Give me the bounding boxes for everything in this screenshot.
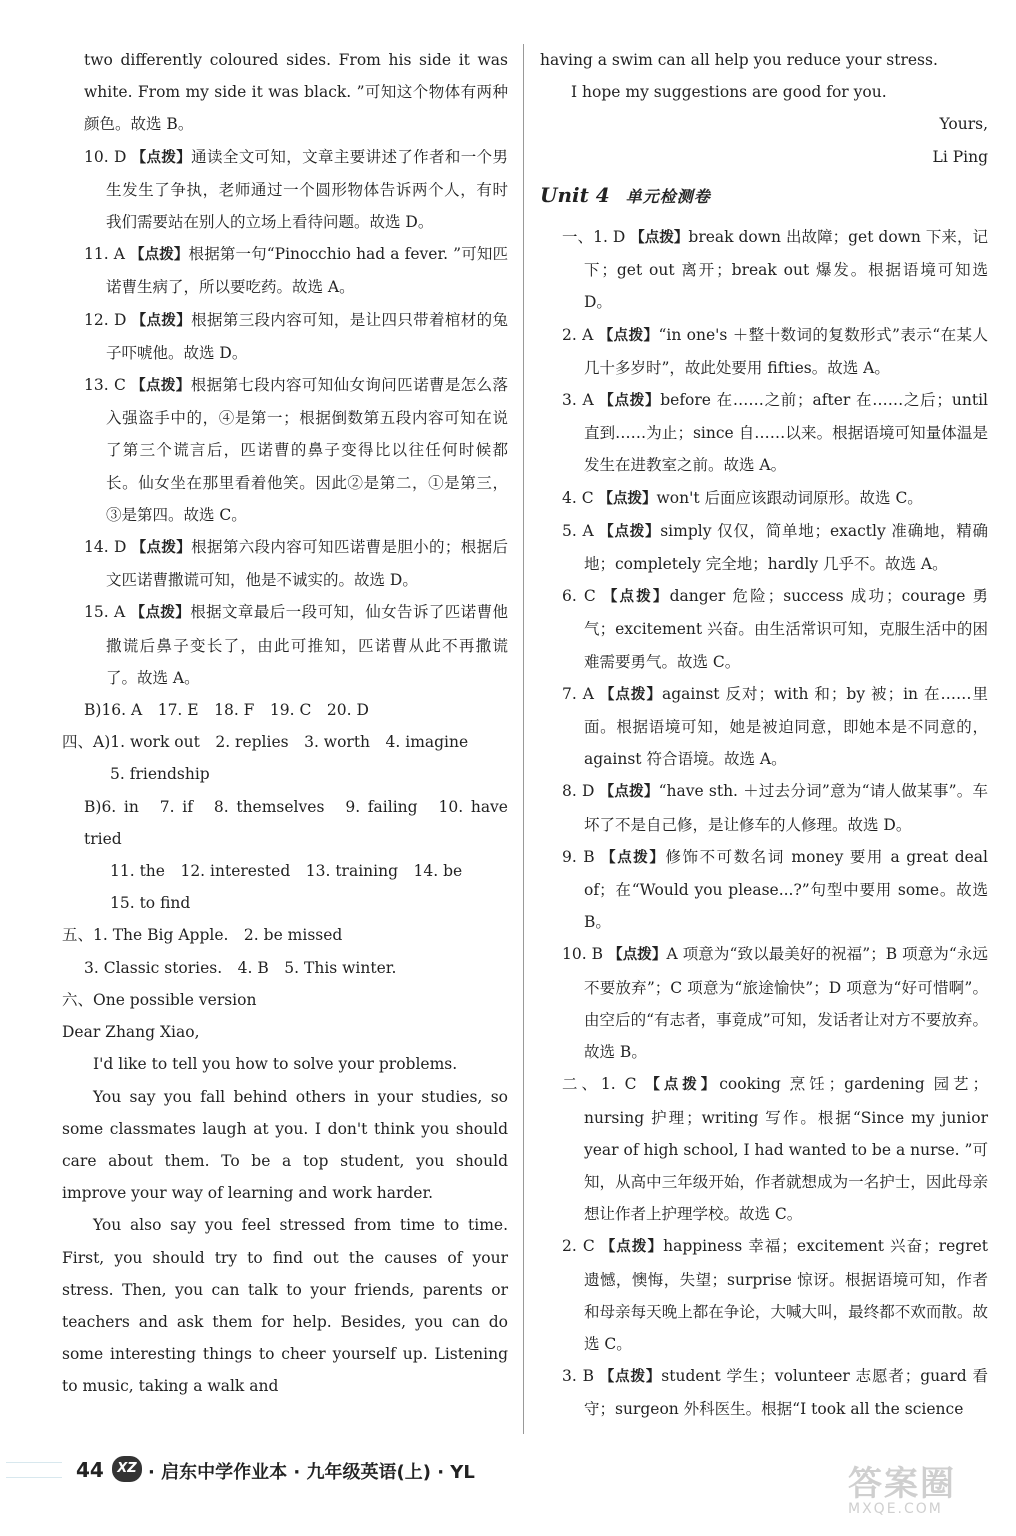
right-lines-item (540, 384, 988, 482)
hint-tag: 【点拨】 (599, 523, 661, 540)
left-lines-item (62, 369, 508, 531)
item-text: 根据文章最后一段可知，仙女告诉了匹诺曹他撒谎后鼻子变长了，由此可推知，匹诺曹从此不再撒谎了。故选 A。 (106, 603, 509, 687)
hint-tag: 【点拨】 (598, 327, 659, 344)
left-lines-item (62, 141, 508, 239)
item-text: Yours, (939, 115, 988, 134)
left-lines-item (62, 1081, 508, 1210)
item-text: having a swim can all help you reduce your stress. (540, 51, 938, 69)
hint-tag: 【点拨】 (608, 947, 667, 964)
item-number: 10. D (84, 147, 132, 166)
right-lines-item (540, 1230, 988, 1360)
hint-tag: 【点拨】 (131, 378, 191, 395)
item-number: 6. C (562, 587, 603, 606)
item-text: against 反对；with 和；by 被；in 在……里面。根据语境可知，她是被迫同意，即她本是不同意的，against 符合语境。故选 A。 (584, 684, 988, 769)
right-lines-item (540, 221, 988, 319)
item-number: 5. A (562, 521, 600, 540)
item-number: 12. D (84, 310, 132, 329)
right-lines-item (540, 678, 988, 776)
hint-tag: 【点拨】 (131, 312, 192, 329)
right-lines-item (540, 482, 988, 515)
right-lines-item (540, 580, 988, 678)
left-lines-item (62, 758, 508, 790)
page-number: 44 (76, 1458, 104, 1482)
item-text: 根据第七段内容可知仙女询问匹诺曹是怎么落入强盗手中的，④是第一；根据倒数第五段内容可知在说了第三个谎言后，匹诺曹的鼻子变得比以往任何时候都长。仙女坐在那里看着他笑。因此②是第二，①是第三，③是第四。故选 C。 (106, 376, 508, 524)
left-lines-item (62, 694, 508, 726)
item-text: 修饰不可数名词 money 要用 a great deal of；在“Would you please...?”句型中要用 some。故选 B。 (584, 847, 988, 932)
left-lines-item (62, 304, 508, 369)
left-lines-item (62, 596, 508, 694)
item-number: 11. A (84, 245, 130, 264)
item-text: A 项意为“致以最美好的祝福”；B 项意为“永远不要放弃”；C 项意为“旅途愉快”；D 项意为“好可惜啊”。由空后的“有志者，事竟成”可知，发话者让对方不要放弃。故选 B。 (584, 945, 989, 1062)
item-number: 4. C (562, 488, 599, 507)
left-lines-item (62, 791, 508, 855)
unit-subtitle: 单元检测卷 (625, 186, 711, 206)
right-lines-item (540, 1068, 988, 1230)
right-top-item (540, 44, 988, 76)
item-text: 根据第三段内容可知，是让四只带着棺材的兔子吓唬他。故选 D。 (106, 310, 508, 362)
hint-tag: 【点拨】 (131, 149, 192, 166)
hint-tag: 【点拨】 (600, 1239, 664, 1256)
item-text: “in one's ＋整十数词的复数形式”表示“在某人几十多岁时”，故此处要用 fifties。故选 A。 (584, 325, 988, 377)
hint-tag: 【点拨】 (599, 784, 659, 801)
item-number: 14. D (84, 538, 132, 557)
left-lines-item (62, 1016, 508, 1048)
item-number: 15. A (84, 603, 131, 622)
item-number: 3. B (562, 1367, 600, 1386)
item-text: 3. Classic stories. 4. B 5. This winter. (84, 958, 397, 977)
item-text: danger 危险；success 成功；courage 勇气；excitement 兴奋。由生活常识可知，克服生活中的困难需要勇气。故选 C。 (584, 587, 988, 671)
hint-tag: 【点拨】 (598, 490, 657, 507)
hint-tag: 【点拨】 (129, 247, 189, 264)
item-text: “have sth. ＋过去分词”意为“请人做某事”。车坏了不是自己修，是让修车的人修理。故选 D。 (584, 782, 989, 834)
watermark-url: MXQE.COM (848, 1501, 943, 1517)
hint-tag: 【点拨】 (130, 605, 191, 622)
watermark-logo: 答案圈 (848, 1464, 956, 1504)
left-lines-item (62, 1048, 508, 1080)
item-text: 六、One possible version (62, 990, 257, 1009)
item-number: 一、1. D (562, 228, 631, 247)
item-text: student 学生；volunteer 志愿者；guard 看守；surgeon 外科医生。根据“I took all the science (584, 1367, 988, 1419)
item-text: I'd like to tell you how to solve your problems. (93, 1055, 458, 1074)
item-number: 2. C (562, 1237, 601, 1256)
left-lines-item (62, 919, 508, 951)
book-title: · 启东中学作业本 · 九年级英语(上) · YL (148, 1462, 475, 1483)
right-top-item (540, 141, 988, 173)
left-column (62, 44, 508, 1403)
item-text: Dear Zhang Xiao, (62, 1023, 200, 1042)
left-lines-item (62, 44, 508, 141)
item-number: 2. A (562, 325, 599, 344)
right-top-item (540, 76, 988, 108)
hint-tag: 【点拨】 (630, 230, 689, 247)
right-lines-item (540, 1360, 988, 1425)
item-number: 7. A (562, 684, 600, 703)
letter-ending (540, 44, 988, 173)
unit-answers (540, 221, 988, 1426)
item-text: You say you fall behind others in your studies, so some classmates laugh at you. I don't think you should care about them. To be a top student, you should improve your way of learning and work harder. (62, 1087, 508, 1203)
left-lines-item (62, 855, 508, 887)
item-number: 13. C (84, 376, 132, 395)
hint-tag: 【点拨】 (599, 393, 661, 410)
right-column (540, 44, 988, 1426)
left-lines-item (62, 952, 508, 984)
item-number: 9. B (562, 847, 602, 866)
hint-tag: 【点拨】 (599, 686, 662, 703)
item-text: 5. friendship (110, 765, 210, 784)
item-number: 3. A (562, 391, 600, 410)
item-text: two differently coloured sides. From his side it was white. From my side it was black. ”可知这个物体有两种颜色。故选 B。 (84, 51, 508, 134)
item-text: cooking 烹饪；gardening 园艺；nursing 护理；writing 写作。根据“Since my junior year of high school, I had wanted to be a nurse. ”可知，从高中三年级开始，作者就想成为一名护士，因此母亲想让作者上护理学校。故选 C。 (584, 1075, 989, 1224)
item-text: 根据第六段内容可知匹诺曹是胆小的；根据后文匹诺曹撒谎可知，他是不诚实的。故选 D。 (106, 538, 508, 590)
item-text: B)16. A 17. E 18. F 19. C 20. D (84, 701, 369, 720)
item-text: You also say you feel stressed from time to time. First, you should try to find out the causes of your stress. Then, you can talk to your friends, parents or teachers and ask them for help. Besides, you can do some interesting things to cheer yourself up. Listening to music, taking a walk and (62, 1216, 508, 1396)
item-text: B)6. in 7. if 8. themselves 9. failing 10. have tried (84, 797, 508, 848)
hint-tag: 【点拨】 (131, 540, 192, 557)
item-text: 15. to find (110, 894, 191, 913)
item-text: 五、1. The Big Apple. 2. be missed (62, 926, 343, 945)
watermark (848, 1456, 998, 1528)
hint-tag: 【点拨】 (602, 589, 670, 606)
item-text: 通读全文可知，文章主要讲述了作者和一个男生发生了争执，老师通过一个圆形物体告诉两个人，有时我们需要站在别人的立场上看待问题。故选 D。 (106, 147, 508, 232)
item-number: 8. D (562, 782, 600, 801)
unit-title: Unit 4 (540, 182, 610, 207)
left-lines-item (62, 984, 508, 1016)
item-text: simply 仅仅，简单地；exactly 准确地，精确地；completely 完全地；hardly 几乎不。故选 A。 (584, 521, 989, 574)
item-text: break down 出故障；get down 下来，记下；get out 离开；break out 爆发。根据语境可知选 D。 (584, 228, 988, 312)
item-text: happiness 幸福；excitement 兴奋；regret 遗憾，懊悔，失望；surprise 惊讶。根据语境可知，作者和母亲每天晚上都在争论，大喊大叫，最终都不欢而散。故选 C。 (584, 1237, 988, 1353)
hint-tag: 【点拨】 (601, 849, 666, 866)
left-lines-item (62, 531, 508, 596)
right-lines-item (540, 319, 988, 384)
column-divider (523, 44, 524, 1434)
item-number: 二、1. C (562, 1075, 646, 1094)
item-number: 10. B (562, 945, 609, 964)
item-text: won't 后面应该跟动词原形。故选 C。 (656, 488, 923, 507)
left-lines-item (62, 726, 508, 758)
left-lines-item (62, 238, 508, 303)
right-lines-item (540, 938, 988, 1068)
item-text: I hope my suggestions are good for you. (571, 83, 887, 102)
right-lines-item (540, 841, 988, 939)
item-text: before 在……之前；after 在……之后；until 直到……为止；since 自……以来。根据语境可知量体温是发生在进教室之前。故选 A。 (584, 391, 989, 475)
hint-tag: 【点拨】 (645, 1077, 720, 1094)
right-top-item (540, 108, 988, 140)
left-lines-item (62, 887, 508, 919)
item-text: 四、A)1. work out 2. replies 3. worth 4. imagine (62, 733, 469, 752)
right-lines-item (540, 775, 988, 840)
left-lines-item (62, 1209, 508, 1402)
right-lines-item (540, 515, 988, 580)
item-text: Li Ping (932, 147, 988, 166)
unit-heading (540, 179, 988, 213)
footer-decoration (6, 1462, 62, 1478)
publisher-logo-icon: XZ (112, 1456, 142, 1482)
item-text: 11. the 12. interested 13. training 14. be (110, 862, 463, 881)
item-text: 根据第一句“Pinocchio had a fever. ”可知匹诺曹生病了，所以要吃药。故选 A。 (106, 245, 508, 297)
hint-tag: 【点拨】 (599, 1369, 662, 1386)
